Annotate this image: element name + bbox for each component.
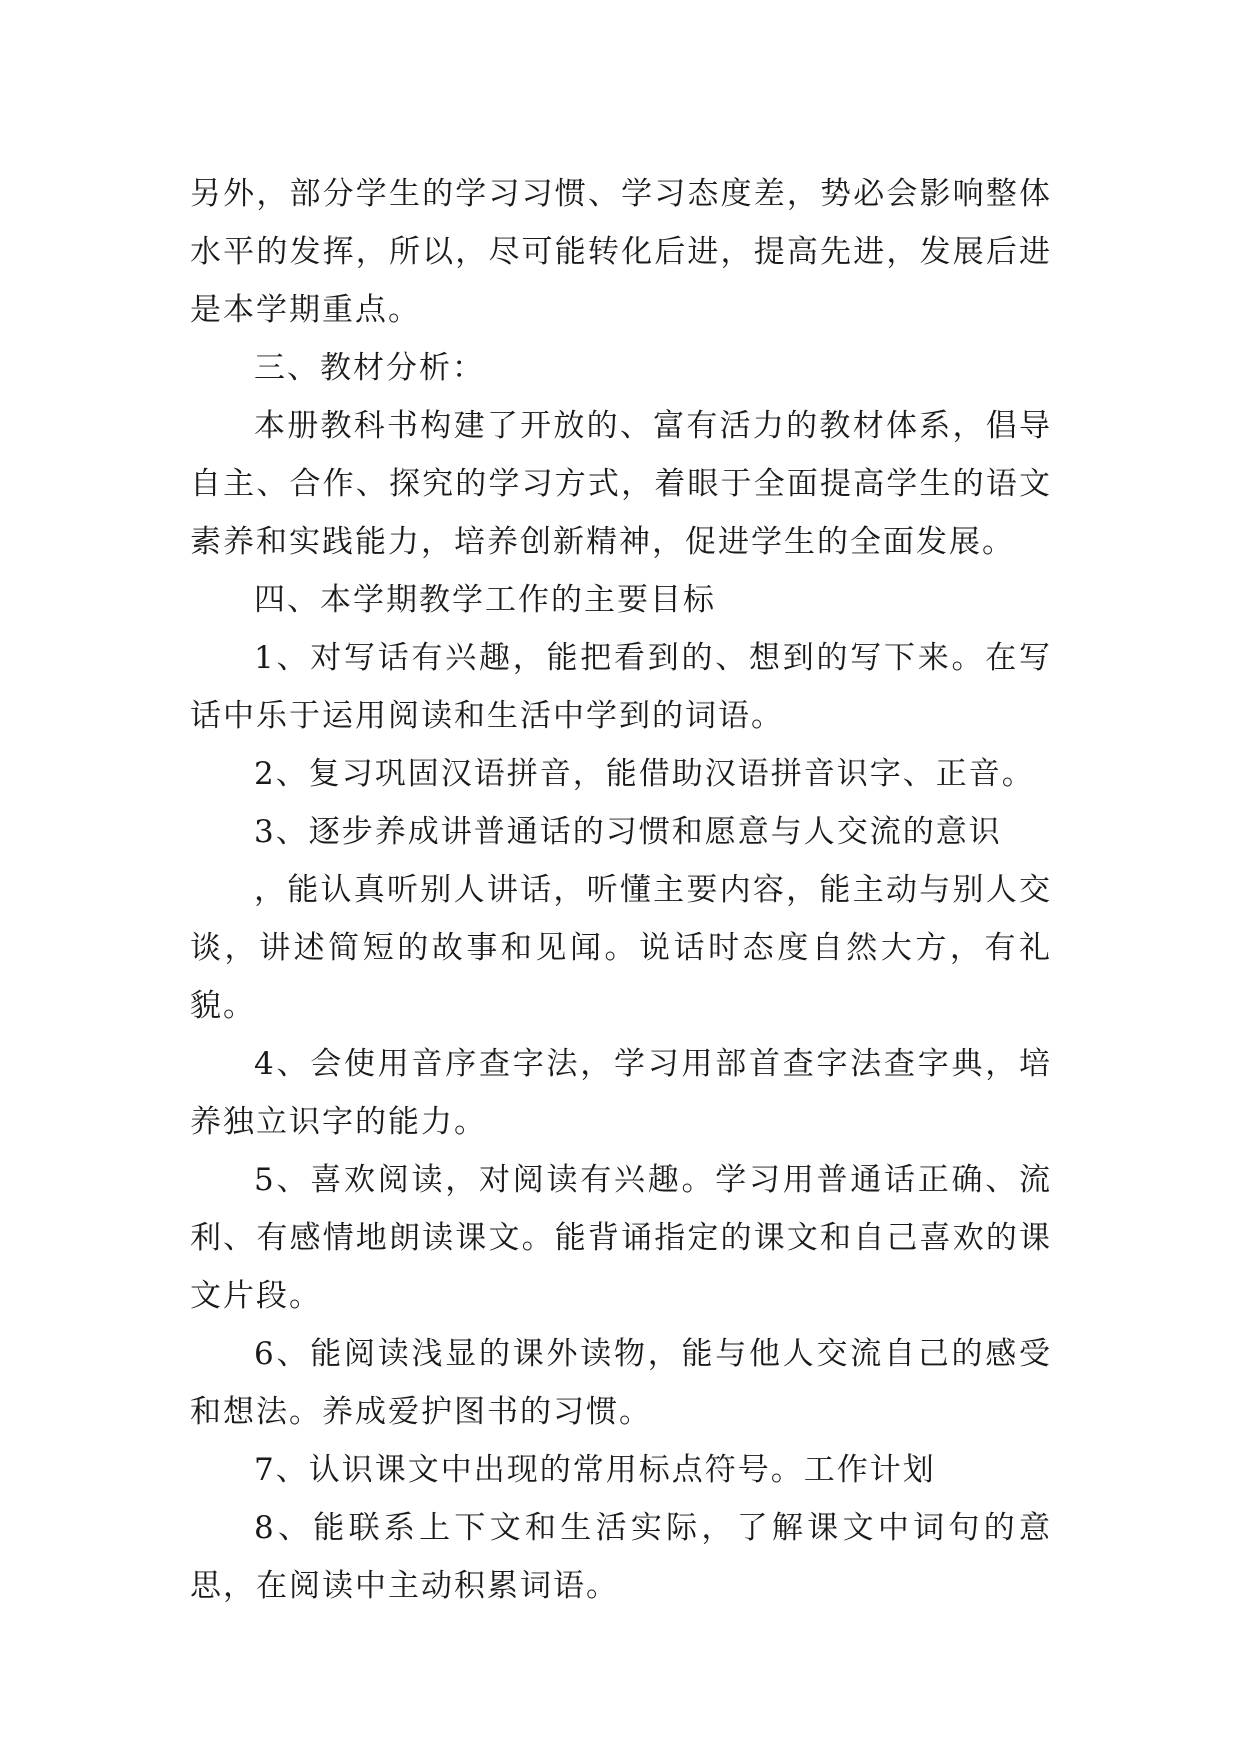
section-heading-textbook-analysis: 三、教材分析： [254, 350, 485, 386]
goal-item-8: 8、能联系上下文和生活实际，了解课文中词句的意思，在阅读中主动积累词语。 [190, 1510, 1052, 1604]
goal-item-2: 2、复习巩固汉语拼音，能借助汉语拼音识字、正音。 [254, 756, 1035, 792]
document-body [190, 165, 1052, 1615]
goal-item-3-continued: ，能认真听别人讲话，听懂主要内容，能主动与别人交谈，讲述简短的故事和见闻。说话时态度自然大方，有礼貌。 [190, 872, 1052, 1024]
goal-item-6: 6、能阅读浅显的课外读物，能与他人交流自己的感受和想法。养成爱护图书的习惯。 [190, 1336, 1052, 1430]
goal-item-7: 7、认识课文中出现的常用标点符号。工作计划 [254, 1452, 936, 1488]
goal-item-3: 3、逐步养成讲普通话的习惯和愿意与人交流的意识 [254, 814, 1002, 850]
goal-item-1: 1、对写话有兴趣，能把看到的、想到的写下来。在写话中乐于运用阅读和生活中学到的词语。 [190, 640, 1052, 734]
section-heading-main-goals: 四、本学期教学工作的主要目标 [254, 582, 716, 618]
goal-item-5: 5、喜欢阅读，对阅读有兴趣。学习用普通话正确、流利、有感情地朗读课文。能背诵指定的课文和自己喜欢的课文片段。 [190, 1162, 1052, 1314]
goal-item-4: 4、会使用音序查字法，学习用部首查字法查字典，培养独立识字的能力。 [190, 1046, 1052, 1140]
paragraph-intro: 另外，部分学生的学习习惯、学习态度差，势必会影响整体水平的发挥，所以，尽可能转化后进，提高先进，发展后进是本学期重点。 [190, 176, 1052, 328]
paragraph-textbook-analysis: 本册教科书构建了开放的、富有活力的教材体系，倡导自主、合作、探究的学习方式，着眼于全面提高学生的语文素养和实践能力，培养创新精神，促进学生的全面发展。 [190, 408, 1052, 560]
